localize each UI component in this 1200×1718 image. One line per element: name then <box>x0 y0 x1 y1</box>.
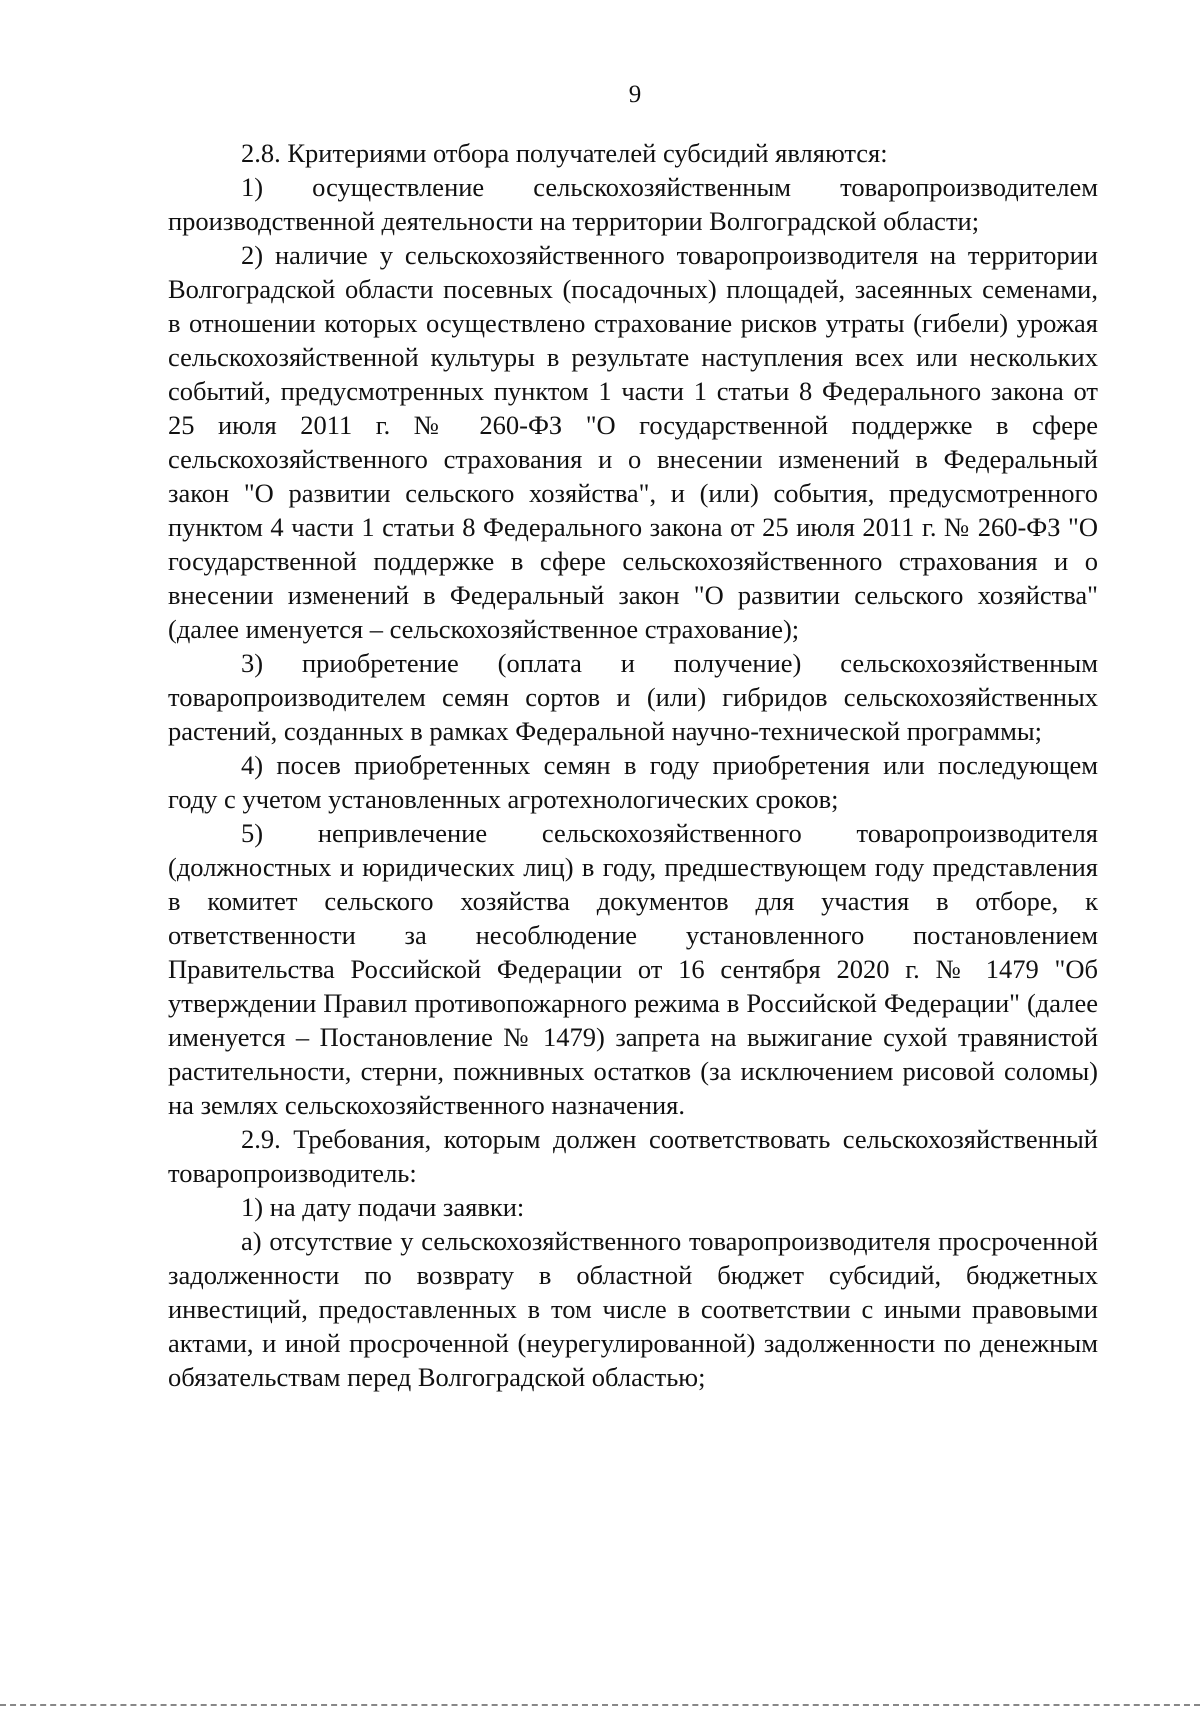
scan-bottom-edge <box>0 1704 1200 1706</box>
paragraph-2-8-heading: 2.8. Критериями отбора получателей субсидий являются: <box>241 138 888 168</box>
paragraph-criterion-5: 5) непривлечение сельскохозяйственного товаропроизводителя (должностных и юридических лиц) в году, предшествующем году представления в комитет сельского хозяйства документов для участия в отборе, к ответственности за несоблюдение установленного постановлением Правительства Российской Федерации от 16 сентября 2020 г. № 1479 "Об утверждении Правил противопожарного режима в Российской Федерации" (далее именуется – Постановление № 1479) запрета на выжигание сухой травянистой растительности, стерни, пожнивных остатков (за исключением рисовой соломы) на землях сельскохозяйственного назначения. <box>168 818 1098 1120</box>
paragraph-requirement-1-a: а) отсутствие у сельскохозяйственного товаропроизводителя просроченной задолженности по возврату в областной бюджет субсидий, бюджетных инвестиций, предоставленных в том числе в соответствии с иными правовыми актами, и иной просроченной (неурегулированной) задолженности по денежным обязательствам перед Волгоградской областью; <box>168 1226 1098 1392</box>
paragraph-criterion-1: 1) осуществление сельскохозяйственным товаропроизводителем производственной деятельности на территории Волгоградской области; <box>168 172 1098 236</box>
paragraph-criterion-4: 4) посев приобретенных семян в году приобретения или последующем году с учетом установленных агротехнологических сроков; <box>168 750 1098 814</box>
paragraph-criterion-3: 3) приобретение (оплата и получение) сельскохозяйственным товаропроизводителем семян сортов и (или) гибридов сельскохозяйственных растений, созданных в рамках Федеральной научно-технической программы; <box>168 648 1098 746</box>
paragraph-requirement-1: 1) на дату подачи заявки: <box>241 1192 525 1222</box>
document-body <box>168 136 1098 1394</box>
page-number: 9 <box>628 81 642 108</box>
paragraph-2-9-heading: 2.9. Требования, которым должен соответствовать сельскохозяйственный товаропроизводитель: <box>168 1124 1098 1188</box>
paragraph-criterion-2: 2) наличие у сельскохозяйственного товаропроизводителя на территории Волгоградской области посевных (посадочных) площадей, засеянных семенами, в отношении которых осуществлено страхование рисков утраты (гибели) урожая сельскохозяйственной культуры в результате наступления всех или нескольких событий, предусмотренных пунктом 1 части 1 статьи 8 Федерального закона от 25 июля 2011 г. № 260-ФЗ "О государственной поддержке в сфере сельскохозяйственного страхования и о внесении изменений в Федеральный закон "О развитии сельского хозяйства", и (или) события, предусмотренного пунктом 4 части 1 статьи 8 Федерального закона от 25 июля 2011 г. № 260-ФЗ "О государственной поддержке в сфере сельскохозяйственного страхования и о внесении изменений в Федеральный закон "О развитии сельского хозяйства" (далее именуется – сельскохозяйственное страхование); <box>168 240 1098 644</box>
